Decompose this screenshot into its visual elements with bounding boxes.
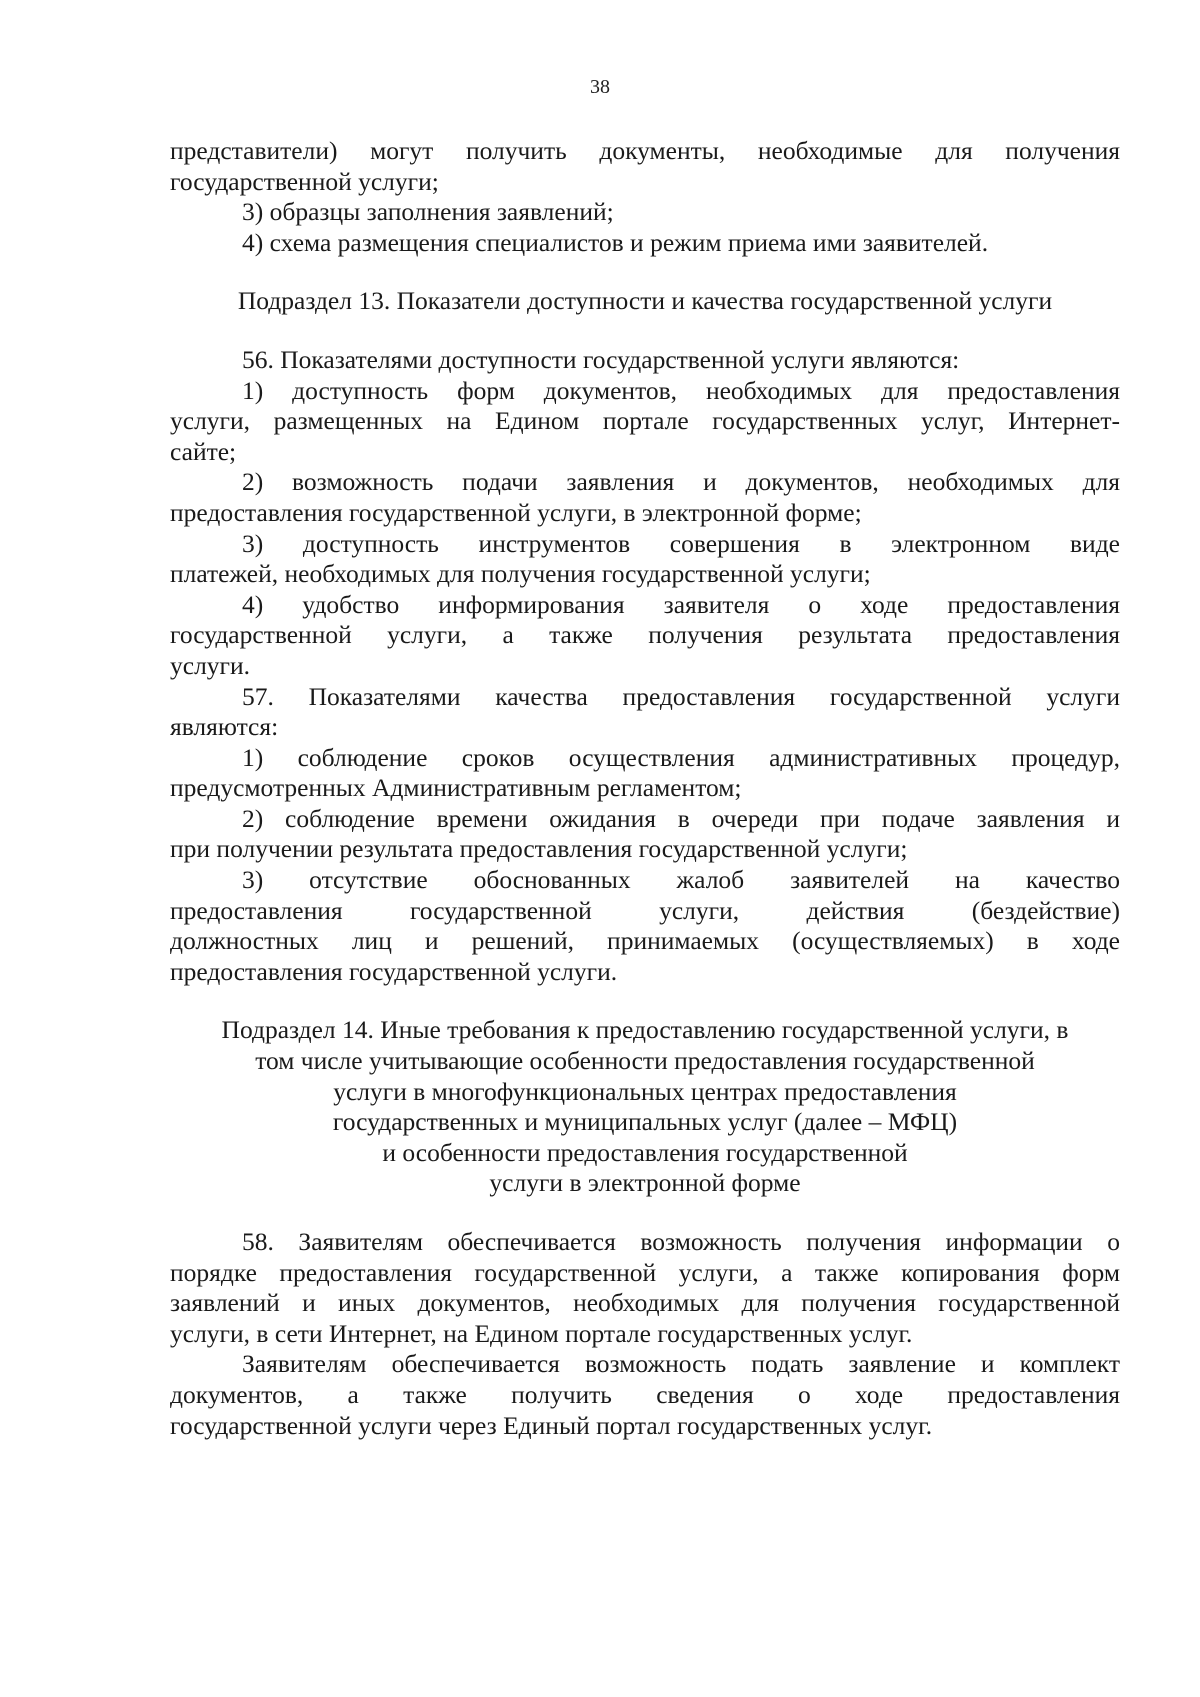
list-item: 2) соблюдение времени ожидания в очереди при подаче заявления и (242, 803, 1120, 833)
section-heading: Подраздел 13. Показатели доступности и качества государственной услуги (237, 286, 1053, 316)
text-line: государственной услуги, а также получения результата предоставления (170, 620, 1120, 650)
text-line: являются: (170, 712, 279, 742)
section-heading-line: том числе учитывающие особенности предоставления государственной (255, 1046, 1035, 1076)
text-line: документов, а также получить сведения о ходе предоставления (170, 1379, 1120, 1409)
text-line: предоставления государственной услуги, в электронной форме; (170, 497, 862, 527)
text-line: должностных лиц и решений, принимаемых (осуществляемых) в ходе (170, 926, 1120, 956)
page-number: 38 (590, 76, 610, 98)
section-heading-line: Подраздел 14. Иные требования к предоставлению государственной услуги, в (221, 1015, 1069, 1045)
list-item: 3) доступность инструментов совершения в электронном виде (242, 528, 1120, 558)
section-heading-14 (170, 1015, 1120, 1199)
text-line: услуги, размещенных на Едином портале государственных услуг, Интернет- (170, 406, 1120, 436)
text-line: государственной услуги через Единый портал государственных услуг. (170, 1410, 933, 1440)
text-line: предусмотренных Административным регламентом; (170, 773, 742, 803)
list-item: 1) доступность форм документов, необходимых для предоставления (242, 375, 1120, 405)
section-heading-13 (170, 286, 1120, 317)
section-heading-line: и особенности предоставления государственной (382, 1137, 908, 1167)
list-item: 2) возможность подачи заявления и документов, необходимых для (242, 467, 1120, 497)
paragraph-56 (170, 345, 1120, 682)
text-line: предоставления государственной услуги. (170, 956, 618, 986)
paragraph-lead: 58. Заявителям обеспечивается возможность получения информации о (242, 1227, 1120, 1256)
paragraph-58 (170, 1227, 1120, 1441)
list-item: 4) схема размещения специалистов и режим приема ими заявителей. (242, 227, 989, 257)
text-line: государственной услуги; (170, 166, 439, 196)
list-item: 1) соблюдение сроков осуществления административных процедур, (242, 742, 1120, 772)
document-body (170, 136, 1120, 1441)
paragraph-lead: 57. Показателями качества предоставления государственной услуги (242, 681, 1120, 711)
list-item: 3) образцы заполнения заявлений; (242, 197, 614, 227)
text-line: услуги. (170, 650, 251, 680)
list-item: 4) удобство информирования заявителя о ходе предоставления (242, 589, 1120, 619)
list-item: 3) отсутствие обоснованных жалоб заявителей на качество (242, 865, 1120, 895)
text-line: платежей, необходимых для получения государственной услуги; (170, 559, 871, 589)
paragraph-57 (170, 682, 1120, 988)
text-line: предоставления государственной услуги, действия (бездействие) (170, 895, 1120, 925)
text-line: порядке предоставления государственной услуги, а также копирования форм (170, 1257, 1120, 1287)
paragraph-lead: 56. Показателями доступности государственной услуги являются: (242, 344, 960, 374)
paragraph-lead: Заявителям обеспечивается возможность подать заявление и комплект (242, 1349, 1120, 1379)
list-continuation (170, 136, 1120, 258)
text-line: услуги, в сети Интернет, на Едином портале государственных услуг. (170, 1318, 913, 1348)
text-line: заявлений и иных документов, необходимых для получения государственной (170, 1288, 1120, 1318)
section-heading-line: государственных и муниципальных услуг (далее – МФЦ) (332, 1107, 958, 1137)
text-line: сайте; (170, 436, 237, 466)
section-heading-line: услуги в многофункциональных центрах предоставления (333, 1076, 957, 1106)
text-line: при получении результата предоставления государственной услуги; (170, 834, 908, 864)
text-line: представители) могут получить документы, необходимые для получения (170, 136, 1120, 165)
section-heading-line: услуги в электронной форме (489, 1168, 801, 1198)
